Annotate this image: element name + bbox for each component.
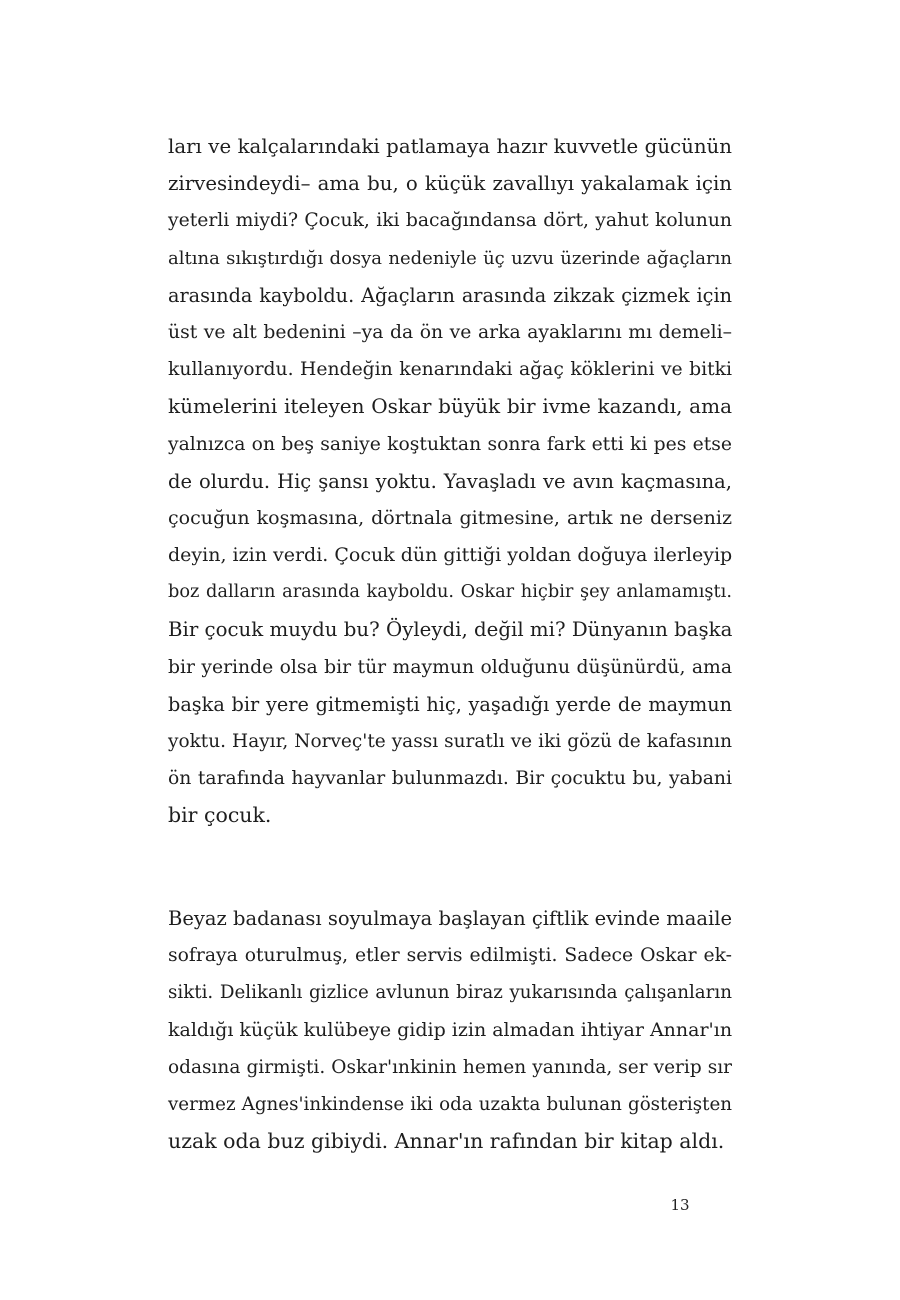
text-line: kümelerini iteleyen Oskar büyük bir ivme kazandı, ama: [168, 394, 732, 419]
text-line: yalnızca on beş saniye koştuktan sonra fark etti ki pes etse: [168, 433, 732, 455]
paragraph-2: [168, 900, 732, 1160]
text-line: sikti. Delikanlı gizlice avlunun biraz yukarısında çalışanların: [168, 982, 732, 1004]
text-line: üst ve alt bedenini –ya da ön ve arka ayaklarını mı demeli–: [168, 321, 732, 343]
text-line: zirvesindeydi– ama bu, o küçük zavallıyı yakalamak için: [168, 172, 732, 196]
text-line: başka bir yere gitmemişti hiç, yaşadığı yerde de maymun: [168, 692, 732, 716]
text-line: altına sıkıştırdığı dosya nedeniyle üç uzvu üzerinde ağaçların: [168, 247, 732, 269]
text-line: kaldığı küçük kulübeye gidip izin almadan ihtiyar Annar'ın: [168, 1018, 733, 1041]
text-line: kullanıyordu. Hendeğin kenarındaki ağaç köklerini ve bitki: [168, 359, 732, 381]
text-line: sofraya oturulmuş, etler servis edilmişti. Sadece Oskar ek-: [168, 945, 732, 967]
paragraph-1: [168, 128, 732, 835]
text-line: yeterli miydi? Çocuk, iki bacağındansa dört, yahut kolunun: [168, 210, 732, 232]
text-line: bir yerinde olsa bir tür maymun olduğunu düşünürdü, ama: [168, 656, 732, 678]
text-line: Beyaz badanası soyulmaya başlayan çiftlik evinde maaile: [168, 907, 732, 930]
text-line: arasında kayboldu. Ağaçların arasında zikzak çizmek için: [168, 283, 732, 307]
text-line: odasına girmişti. Oskar'ınkinin hemen yanında, ser verip sır: [168, 1056, 732, 1078]
text-line: bir çocuk.: [168, 803, 272, 828]
text-line: yoktu. Hayır, Norveç'te yassı suratlı ve iki gözü de kafasının: [168, 731, 732, 752]
text-line: ön tarafında hayvanlar bulunmazdı. Bir çocuktu bu, yabani: [168, 768, 732, 790]
text-line: ları ve kalçalarındaki patlamaya hazır kuvvetle gücünün: [168, 135, 732, 158]
text-line: de olurdu. Hiç şansı yoktu. Yavaşladı ve avın kaçmasına,: [168, 469, 732, 493]
text-line: Bir çocuk muydu bu? Öyleydi, değil mi? Dünyanın başka: [168, 618, 733, 642]
text-line: uzak oda buz gibiydi. Annar'ın rafından bir kitap aldı.: [168, 1129, 725, 1154]
page-number: 13: [670, 1196, 690, 1214]
text-line: boz dalların arasında kayboldu. Oskar hiçbir şey anlamamıştı.: [168, 582, 732, 603]
text-line: deyin, izin verdi. Çocuk dün gittiği yoldan doğuya ilerleyip: [168, 544, 733, 567]
text-line: çocuğun koşmasına, dörtnala gitmesine, artık ne derseniz: [168, 506, 732, 529]
text-line: vermez Agnes'inkindense iki oda uzakta bulunan gösterişten: [168, 1093, 732, 1115]
